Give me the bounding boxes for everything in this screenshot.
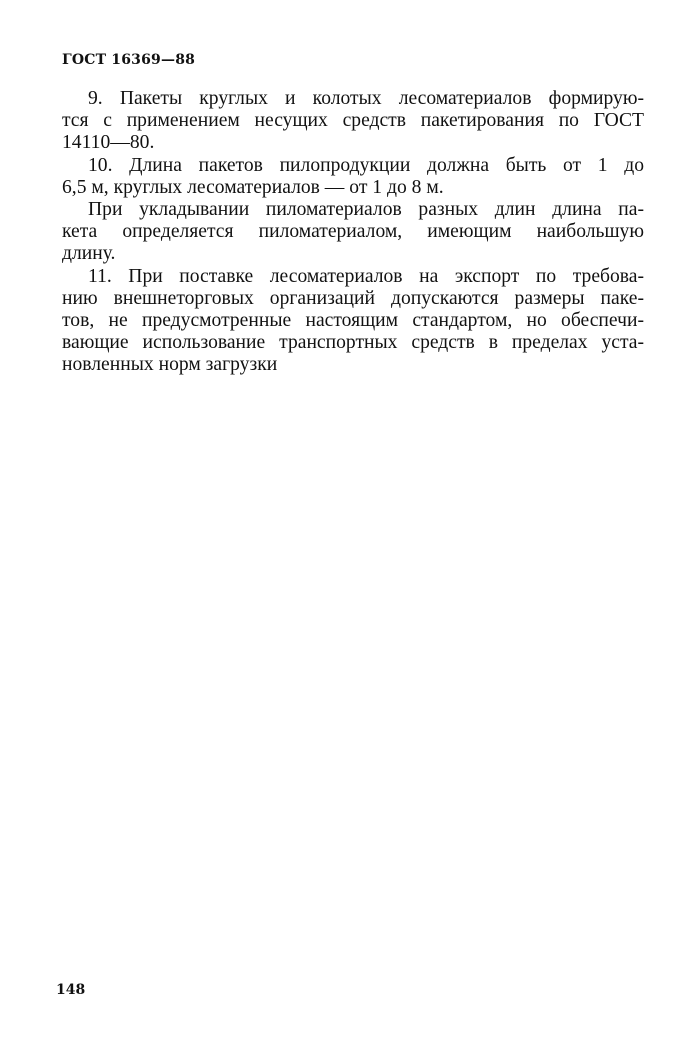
- paragraph-item-10: [62, 155, 644, 199]
- text-line: тся с применением несущих средств пакетирования по ГОСТ: [62, 110, 644, 132]
- text-line: кета определяется пиломатериалом, имеющим наибольшую: [62, 221, 644, 243]
- text-line: 11. При поставке лесоматериалов на экспорт по требова-: [88, 265, 644, 287]
- page-number: 148: [56, 982, 86, 998]
- text-line: вающие использование транспортных средств в пределах уста-: [62, 332, 644, 354]
- text-line: новленных норм загрузки: [62, 354, 278, 376]
- text-line: нию внешнеторговых организаций допускаются размеры паке-: [62, 287, 644, 309]
- paragraph-length-note: [62, 199, 644, 266]
- text-line: При укладывании пиломатериалов разных длин длина па-: [88, 199, 644, 221]
- text-line: 6,5 м, круглых лесоматериалов — от 1 до 8 м.: [62, 176, 444, 198]
- paragraph-item-11: [62, 266, 644, 377]
- text-line: длину.: [62, 243, 116, 265]
- text-line: тов, не предусмотренные настоящим стандартом, но обеспечи-: [62, 310, 644, 332]
- text-line: 14110—80.: [62, 132, 155, 154]
- text-line: 10. Длина пакетов пилопродукции должна быть от 1 до: [88, 154, 644, 176]
- document-body: [62, 88, 644, 377]
- text-line: 9. Пакеты круглых и колотых лесоматериалов формирую-: [88, 88, 644, 109]
- document-header: ГОСТ 16369—88: [62, 52, 196, 68]
- paragraph-item-9: [62, 88, 644, 155]
